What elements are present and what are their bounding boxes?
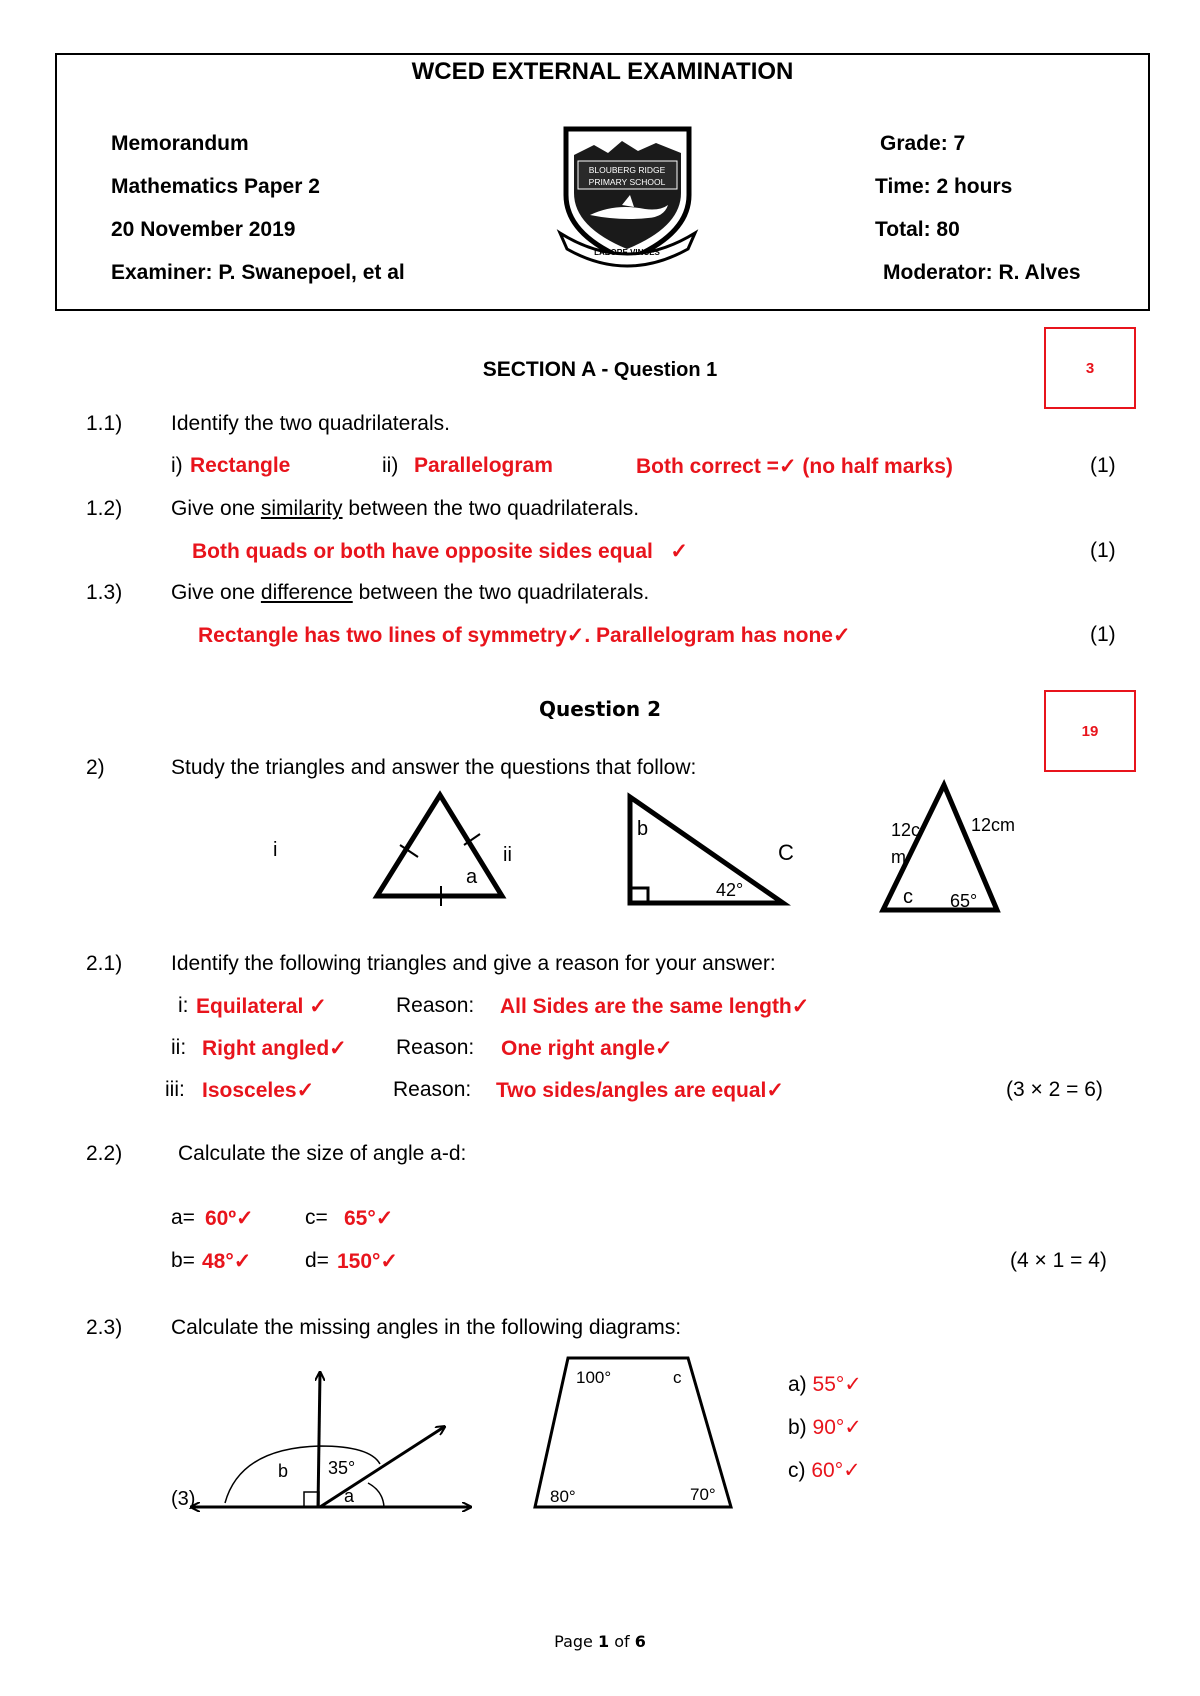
footer-page-pre: Page bbox=[554, 1632, 598, 1651]
footer-page-total: 6 bbox=[634, 1632, 646, 1651]
q2-1-row-ii-reason-label: Reason: bbox=[396, 1036, 475, 1059]
angle-marks-3: (3) bbox=[171, 1488, 196, 1510]
angles-diagram bbox=[160, 1360, 480, 1520]
trap-label-100: 100° bbox=[576, 1368, 612, 1387]
q2-2-d-label: d= bbox=[305, 1249, 329, 1272]
q2-1-row-ii-label: ii: bbox=[171, 1036, 187, 1059]
footer-page-mid: of bbox=[609, 1632, 635, 1651]
header-time: Time: 2 hours bbox=[875, 175, 1013, 198]
q2-3-answer-a bbox=[788, 1372, 862, 1397]
q1-1-text: Identify the two quadrilaterals. bbox=[171, 412, 450, 435]
q1-3-text-post: between the two quadrilaterals. bbox=[352, 581, 650, 604]
header-moderator: Moderator: R. Alves bbox=[883, 261, 1081, 284]
crest-line1: BLOUBERG RIDGE bbox=[588, 165, 666, 175]
q2-1-row-i-answer: Equilateral ✓ bbox=[196, 995, 327, 1018]
q2-3-answer-a-label: a) bbox=[788, 1373, 807, 1396]
q1-3-marks: (1) bbox=[1090, 623, 1116, 646]
q2-3-answer-a-value: 55°✓ bbox=[812, 1373, 862, 1396]
q1-2-number: 1.2) bbox=[86, 497, 123, 520]
header-grade: Grade: 7 bbox=[880, 132, 966, 155]
label-c: c bbox=[903, 886, 913, 908]
q2-1-row-ii-reason: One right angle✓ bbox=[501, 1037, 673, 1060]
q2-intro-text: Study the triangles and answer the questions that follow: bbox=[171, 756, 697, 779]
q2-3-answer-c-value: 60°✓ bbox=[811, 1459, 861, 1482]
header-date: 20 November 2019 bbox=[111, 218, 296, 241]
section-a-mark-total: 3 bbox=[1085, 359, 1095, 377]
label-b: b bbox=[637, 818, 649, 840]
label-65: 65° bbox=[950, 891, 978, 911]
q2-2-b-value: 48°✓ bbox=[202, 1250, 252, 1273]
q2-1-row-iii-label: iii: bbox=[165, 1078, 185, 1101]
equilateral-triangle bbox=[377, 795, 502, 896]
q1-3-text-pre: Give one bbox=[171, 581, 261, 604]
trapezium-diagram bbox=[525, 1350, 745, 1520]
q1-3-text bbox=[171, 581, 649, 605]
label-a: a bbox=[466, 866, 478, 888]
q1-1-note: Both correct =✓ (no half marks) bbox=[636, 455, 953, 478]
q1-1-i-answer: Rectangle bbox=[190, 454, 291, 477]
section-a-heading-rest: Question 1 bbox=[608, 359, 718, 381]
header-memorandum: Memorandum bbox=[111, 132, 249, 155]
exam-title: WCED EXTERNAL EXAMINATION bbox=[411, 58, 794, 85]
q2-2-b-label: b= bbox=[171, 1249, 195, 1272]
angle-label-b: b bbox=[278, 1461, 289, 1481]
trap-label-80: 80° bbox=[550, 1487, 576, 1506]
trap-label-c: c bbox=[673, 1368, 682, 1387]
q2-1-row-i-reason: All Sides are the same length✓ bbox=[500, 995, 810, 1018]
q1-3-answer: Rectangle has two lines of symmetry✓. Parallelogram has none✓ bbox=[198, 624, 851, 647]
q2-3-text: Calculate the missing angles in the following diagrams: bbox=[171, 1316, 682, 1339]
crest-line2: PRIMARY SCHOOL bbox=[588, 177, 666, 187]
q2-2-number: 2.2) bbox=[86, 1142, 123, 1165]
q2-3-answer-b bbox=[788, 1415, 862, 1440]
q2-1-number: 2.1) bbox=[86, 952, 123, 975]
school-crest-logo bbox=[560, 125, 695, 271]
q1-2-text bbox=[171, 497, 639, 521]
q1-1-i-label: i) bbox=[171, 454, 183, 477]
q2-intro-number: 2) bbox=[86, 756, 105, 779]
label-42: 42° bbox=[716, 880, 744, 900]
q2-1-row-ii-answer: Right angled✓ bbox=[202, 1037, 347, 1060]
header-paper: Mathematics Paper 2 bbox=[111, 175, 320, 198]
q2-2-c-label: c= bbox=[305, 1206, 328, 1229]
q1-2-text-underlined: similarity bbox=[260, 497, 343, 520]
triangles-diagram bbox=[250, 778, 1016, 918]
q2-2-marks: (4 × 1 = 4) bbox=[1010, 1249, 1107, 1272]
q2-3-number: 2.3) bbox=[86, 1316, 123, 1339]
label-12cm: 12cm bbox=[971, 815, 1016, 835]
q2-2-a-value: 60º✓ bbox=[205, 1207, 254, 1230]
q1-3-text-underlined: difference bbox=[260, 581, 353, 604]
section-a-heading-bold: SECTION A - bbox=[482, 358, 609, 381]
crest-motto: LABORE VINCES bbox=[594, 248, 660, 257]
label-i: i bbox=[273, 839, 278, 861]
label-12c: 12c bbox=[891, 820, 921, 840]
q1-2-answer: Both quads or both have opposite sides equal ✓ bbox=[192, 540, 688, 563]
q2-1-row-iii-answer: Isosceles✓ bbox=[202, 1079, 315, 1102]
q2-3-answer-c-label: c) bbox=[788, 1459, 806, 1482]
q1-2-marks: (1) bbox=[1090, 539, 1116, 562]
q2-3-answer-c bbox=[788, 1458, 861, 1483]
q1-1-ii-answer: Parallelogram bbox=[414, 454, 553, 477]
q1-1-number: 1.1) bbox=[86, 412, 123, 435]
question-2-mark-total: 19 bbox=[1081, 722, 1099, 740]
label-ii: ii bbox=[503, 844, 512, 866]
q2-2-d-value: 150°✓ bbox=[337, 1250, 399, 1273]
label-m: m bbox=[891, 847, 906, 867]
q2-1-row-iii-reason-label: Reason: bbox=[393, 1078, 472, 1101]
label-C: C bbox=[778, 840, 794, 865]
q2-1-row-i-label: i: bbox=[178, 994, 189, 1017]
page-footer bbox=[0, 1632, 1200, 1651]
q1-1-ii-label: ii) bbox=[382, 454, 399, 477]
q2-3-answer-b-value: 90°✓ bbox=[812, 1416, 862, 1439]
q2-1-row-iii-reason: Two sides/angles are equal✓ bbox=[496, 1079, 784, 1102]
trap-label-70: 70° bbox=[690, 1485, 716, 1504]
right-triangle bbox=[630, 797, 783, 903]
header-examiner: Examiner: P. Swanepoel, et al bbox=[111, 261, 405, 284]
q1-1-marks: (1) bbox=[1090, 454, 1116, 477]
q1-2-text-pre: Give one bbox=[171, 497, 261, 520]
q1-2-text-post: between the two quadrilaterals. bbox=[342, 497, 640, 520]
angle-label-a: a bbox=[344, 1486, 355, 1506]
q2-3-answer-b-label: b) bbox=[788, 1416, 807, 1439]
q2-1-text: Identify the following triangles and give a reason for your answer: bbox=[171, 952, 776, 975]
question-2-heading: Question 2 bbox=[539, 697, 661, 721]
q2-1-marks: (3 × 2 = 6) bbox=[1006, 1078, 1103, 1101]
footer-page-number: 1 bbox=[597, 1632, 610, 1651]
q2-2-a-label: a= bbox=[171, 1206, 195, 1229]
header-total: Total: 80 bbox=[875, 218, 960, 241]
section-a-heading bbox=[0, 358, 1200, 382]
q2-2-c-value: 65°✓ bbox=[344, 1207, 394, 1230]
angle-label-35: 35° bbox=[328, 1458, 356, 1478]
q2-1-row-i-reason-label: Reason: bbox=[396, 994, 475, 1017]
q1-3-number: 1.3) bbox=[86, 581, 123, 604]
q2-2-text: Calculate the size of angle a-d: bbox=[178, 1142, 467, 1165]
